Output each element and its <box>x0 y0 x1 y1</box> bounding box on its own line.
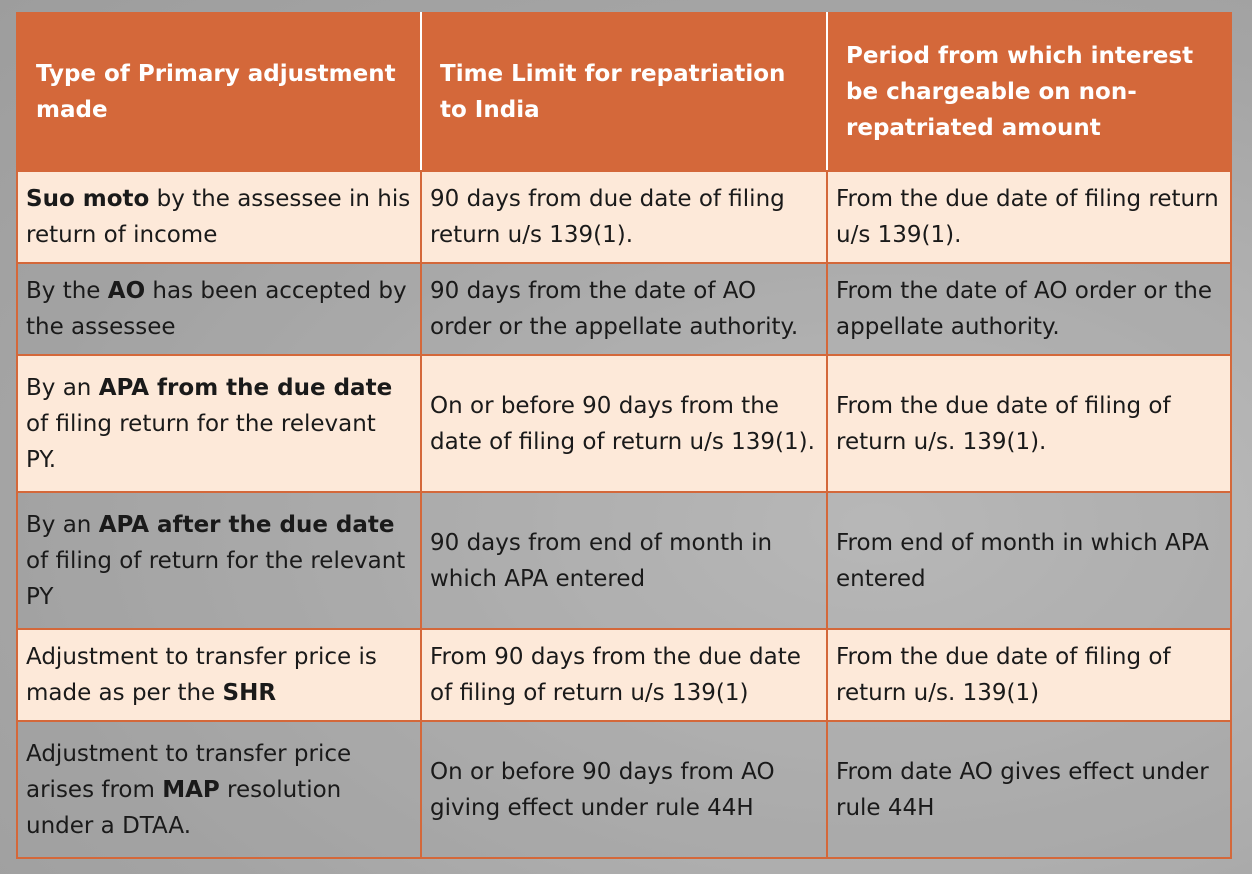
cell-adjustment-type: Suo moto by the assessee in his return of income <box>17 171 421 263</box>
cell-interest-period: From the due date of filing of return u/s. 139(1). <box>827 355 1231 492</box>
cell-adjustment-type: Adjustment to transfer price arises from MAP resolution under a DTAA. <box>17 721 421 858</box>
cell-time-limit: On or before 90 days from the date of filing of return u/s 139(1). <box>421 355 827 492</box>
table-row <box>17 263 1231 355</box>
cell-time-limit: From 90 days from the due date of filing of return u/s 139(1) <box>421 629 827 721</box>
table-row <box>17 721 1231 858</box>
cell-time-limit: 90 days from the date of AO order or the appellate authority. <box>421 263 827 355</box>
header-time-limit: Time Limit for repatriation to India <box>421 13 827 171</box>
cell-interest-period: From the date of AO order or the appellate authority. <box>827 263 1231 355</box>
table-row <box>17 171 1231 263</box>
cell-interest-period: From end of month in which APA entered <box>827 492 1231 629</box>
cell-adjustment-type: By an APA from the due date of filing return for the relevant PY. <box>17 355 421 492</box>
table-row <box>17 492 1231 629</box>
table-row <box>17 355 1231 492</box>
cell-adjustment-type: By an APA after the due date of filing of return for the relevant PY <box>17 492 421 629</box>
cell-interest-period: From the due date of filing of return u/s. 139(1) <box>827 629 1231 721</box>
cell-time-limit: 90 days from due date of filing return u/s 139(1). <box>421 171 827 263</box>
cell-time-limit: On or before 90 days from AO giving effect under rule 44H <box>421 721 827 858</box>
cell-time-limit: 90 days from end of month in which APA entered <box>421 492 827 629</box>
table-header-row <box>17 13 1231 171</box>
repatriation-table <box>16 12 1232 859</box>
header-interest-period: Period from which interest be chargeable on non-repatriated amount <box>827 13 1231 171</box>
table-row <box>17 629 1231 721</box>
cell-adjustment-type: By the AO has been accepted by the assessee <box>17 263 421 355</box>
header-adjustment-type: Type of Primary adjustment made <box>17 13 421 171</box>
cell-interest-period: From date AO gives effect under rule 44H <box>827 721 1231 858</box>
cell-adjustment-type: Adjustment to transfer price is made as per the SHR <box>17 629 421 721</box>
cell-interest-period: From the due date of filing return u/s 139(1). <box>827 171 1231 263</box>
